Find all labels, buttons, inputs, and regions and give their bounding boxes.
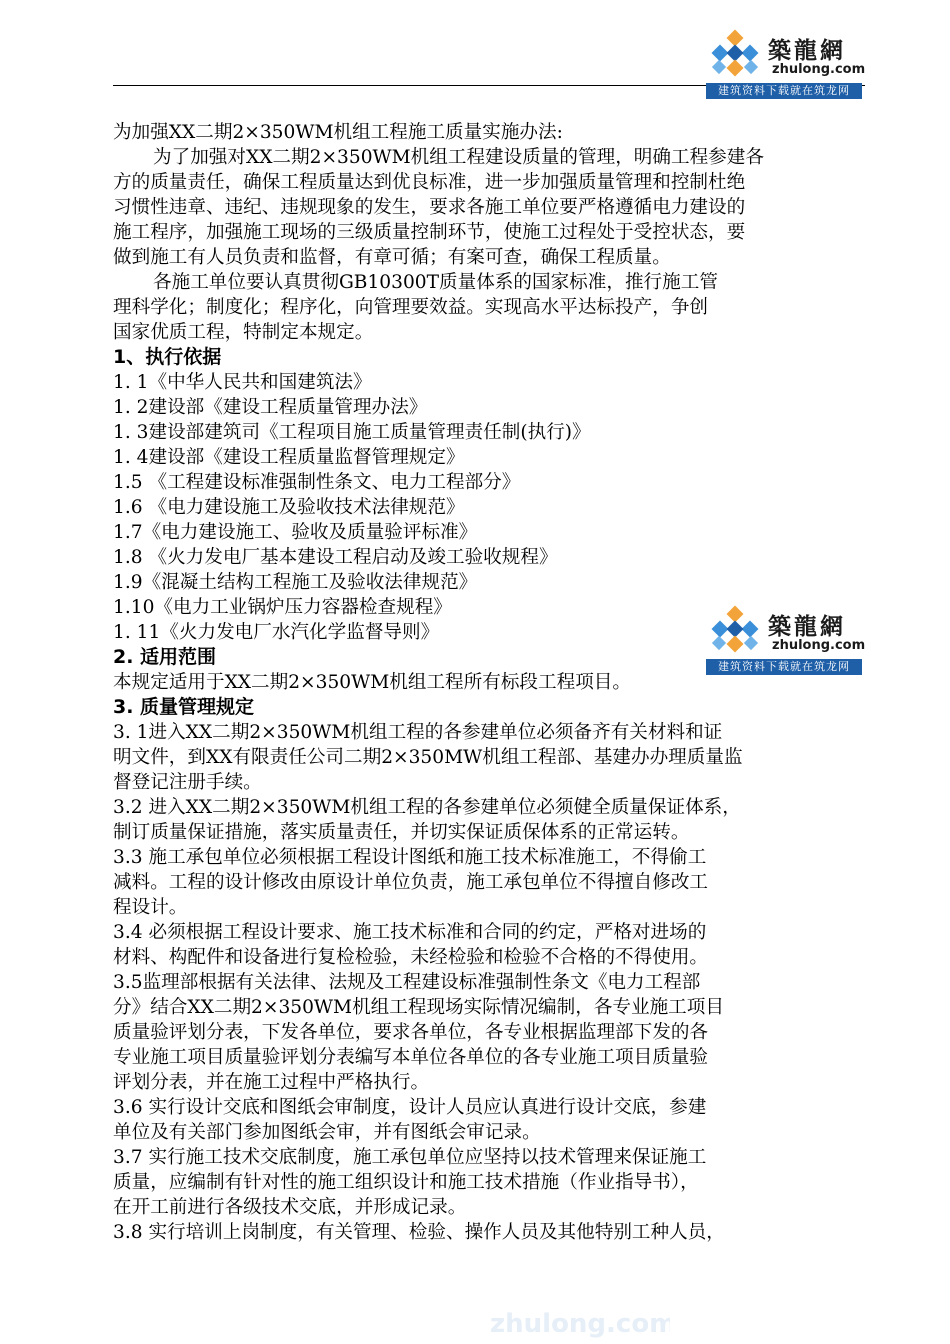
logo-cn-text: 築龍網 <box>768 614 846 640</box>
text-line: 3.4 必须根据工程设计要求、施工技术标准和合同的约定，严格对进场的 <box>113 922 707 943</box>
logo-tagline: 建筑资料下载就在筑龙网 <box>706 83 862 99</box>
text-line: 理科学化；制度化；程序化，向管理要效益。实现高水平达标投产，争创 <box>113 297 709 318</box>
text-line: 3.6 实行设计交底和图纸会审制度，设计人员应认真进行设计交底，参建 <box>113 1097 707 1118</box>
text-line: 本规定适用于XX二期2×350WM机组工程所有标段工程项目。 <box>113 672 631 693</box>
text-line: 评划分表，并在施工过程中严格执行。 <box>113 1072 430 1093</box>
text-line: 1.9《混凝土结构工程施工及验收法律规范》 <box>113 572 478 593</box>
text-line: 国家优质工程，特制定本规定。 <box>113 322 374 343</box>
text-line: 3.8 实行培训上岗制度，有关管理、检验、操作人员及其他特别工种人员， <box>113 1222 725 1243</box>
text-line: 1. 2建设部《建设工程质量管理办法》 <box>113 397 428 418</box>
text-line: 各施工单位要认真贯彻GB10300T质量体系的国家标准，推行施工管 <box>153 272 718 293</box>
text-line: 1.6 《电力建设施工及验收技术法律规范》 <box>113 497 465 518</box>
text-line: 明文件，到XX有限责任公司二期2×350MW机组工程部、基建办办理质量监 <box>113 747 743 768</box>
text-line: 3.2 进入XX二期2×350WM机组工程的各参建单位必须健全质量保证体系， <box>113 797 741 818</box>
text-line: 1. 1《中华人民共和国建筑法》 <box>113 372 372 393</box>
text-line: 督登记注册手续。 <box>113 772 262 793</box>
logo-en-text: zhulong.com <box>772 638 866 653</box>
text-line: 做到施工有人员负责和监督，有章可循；有案可查，确保工程质量。 <box>113 247 671 268</box>
text-line: 3.3 施工承包单位必须根据工程设计图纸和施工技术标准施工，不得偷工 <box>113 847 707 868</box>
text-line: 在开工前进行各级技术交底，并形成记录。 <box>113 1197 467 1218</box>
text-line: 1.7《电力建设施工、验收及质量验评标准》 <box>113 522 478 543</box>
text-line: 习惯性违章、违纪、违规现象的发生，要求各施工单位要严格遵循电力建设的 <box>113 197 746 218</box>
logo-cn-text: 築龍網 <box>768 38 846 64</box>
text-line: 1. 3建设部建筑司《工程项目施工质量管理责任制(执行)》 <box>113 422 591 443</box>
document-body <box>113 120 881 1245</box>
text-line: 1. 4建设部《建设工程质量监督管理规定》 <box>113 447 465 468</box>
section-heading: 3. 质量管理规定 <box>113 696 255 718</box>
svg-text:zhulong.com: zhulong.com <box>490 1309 670 1339</box>
text-line: 为加强XX二期2×350WM机组工程施工质量实施办法: <box>113 122 563 143</box>
text-line: 质量，应编制有针对性的施工组织设计和施工技术措施（作业指导书）， <box>113 1172 699 1193</box>
watermark <box>470 1300 670 1344</box>
text-line: 施工程序，加强施工现场的三级质量控制环节，使施工过程处于受控状态，要 <box>113 222 746 243</box>
watermark-emblem-icon <box>470 1300 670 1340</box>
logo-tagline: 建筑资料下载就在筑龙网 <box>706 659 862 675</box>
text-line: 1.8 《火力发电厂基本建设工程启动及竣工验收规程》 <box>113 547 558 568</box>
zhulong-emblem-icon <box>706 28 764 86</box>
section-heading: 1、执行依据 <box>113 346 222 368</box>
text-line: 制订质量保证措施，落实质量责任，并切实保证质保体系的正常运转。 <box>113 822 690 843</box>
text-line: 单位及有关部门参加图纸会审，并有图纸会审记录。 <box>113 1122 541 1143</box>
text-line: 专业施工项目质量验评划分表编写本单位各单位的各专业施工项目质量验 <box>113 1047 709 1068</box>
text-line: 程设计。 <box>113 897 188 918</box>
text-line: 1.5 《工程建设标准强制性条文、电力工程部分》 <box>113 472 521 493</box>
text-line: 3.7 实行施工技术交底制度，施工承包单位应坚持以技术管理来保证施工 <box>113 1147 707 1168</box>
text-line: 减料。工程的设计修改由原设计单位负责，施工承包单位不得擅自修改工 <box>113 872 709 893</box>
section-heading: 2. 适用范围 <box>113 646 217 668</box>
text-line: 材料、构配件和设备进行复检检验，未经检验和检验不合格的不得使用。 <box>113 947 709 968</box>
text-line: 3. 1进入XX二期2×350WM机组工程的各参建单位必须备齐有关材料和证 <box>113 722 723 743</box>
zhulong-logo-top[interactable] <box>706 28 866 98</box>
text-line: 分》结合XX二期2×350WM机组工程现场实际情况编制，各专业施工项目 <box>113 997 724 1018</box>
text-line: 方的质量责任，确保工程质量达到优良标准，进一步加强质量管理和控制杜绝 <box>113 172 746 193</box>
text-line: 1. 11《火力发电厂水汽化学监督导则》 <box>113 622 440 643</box>
text-line: 3.5监理部根据有关法律、法规及工程建设标准强制性条文《电力工程部 <box>113 972 701 993</box>
logo-en-text: zhulong.com <box>772 62 866 77</box>
text-line: 1.10《电力工业锅炉压力容器检查规程》 <box>113 597 452 618</box>
text-line: 质量验评划分表，下发各单位，要求各单位，各专业根据监理部下发的各 <box>113 1022 709 1043</box>
text-line: 为了加强对XX二期2×350WM机组工程建设质量的管理，明确工程参建各 <box>153 147 764 168</box>
